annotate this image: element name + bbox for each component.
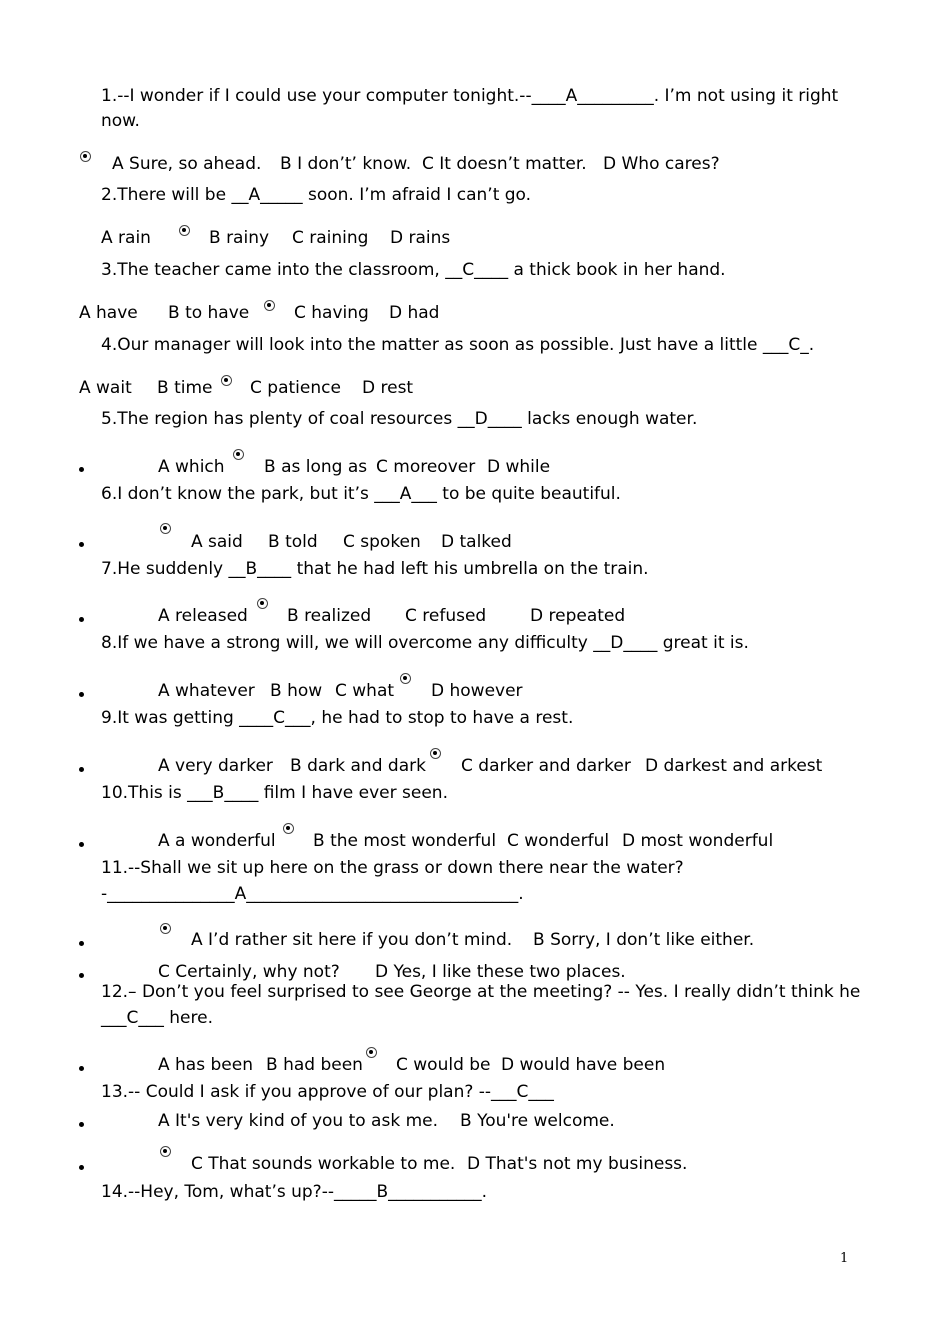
page-number: 1 xyxy=(840,1251,849,1266)
bullet xyxy=(79,767,84,772)
question-2-stem: 2.There will be __A_____ soon. I’m afraid I can’t go. xyxy=(101,185,532,205)
question-1-option-a: A Sure, so ahead. xyxy=(112,154,262,174)
question-3-stem: 3.The teacher came into the classroom, __C____ a thick book in her hand. xyxy=(101,260,726,280)
radio-selected-icon[interactable] xyxy=(221,375,232,386)
question-1-option-c: C It doesn’t matter. xyxy=(422,154,587,174)
question-9-stem: 9.It was getting ____C___, he had to stop to have a rest. xyxy=(101,708,574,728)
question-9-option-b: B dark and dark xyxy=(290,756,426,776)
bullet xyxy=(79,1066,84,1071)
question-10-option-b: B the most wonderful xyxy=(313,831,497,851)
question-2-option-a: A rain xyxy=(101,228,151,248)
question-13-option-d: D That's not my business. xyxy=(467,1154,688,1174)
question-13-option-b: B You're welcome. xyxy=(460,1111,615,1131)
question-5-option-a: A which xyxy=(158,457,225,477)
bullet xyxy=(79,692,84,697)
radio-selected-icon[interactable] xyxy=(283,823,294,834)
question-3-option-d: D had xyxy=(389,303,440,323)
question-8-option-c: C what xyxy=(335,681,395,701)
question-2-option-c: C raining xyxy=(292,228,369,248)
question-12-option-d: D would have been xyxy=(501,1055,666,1075)
question-10-option-d: D most wonderful xyxy=(622,831,774,851)
question-11-stem: 11.--Shall we sit up here on the grass or down there near the water? xyxy=(101,858,684,878)
question-5-option-c: C moreover xyxy=(376,457,476,477)
radio-selected-icon[interactable] xyxy=(179,225,190,236)
question-6-option-a: A said xyxy=(191,532,243,552)
question-11-option-b: B Sorry, I don’t like either. xyxy=(533,930,755,950)
question-3-option-a: A have xyxy=(79,303,138,323)
bullet xyxy=(79,842,84,847)
bullet xyxy=(79,973,84,978)
radio-selected-icon[interactable] xyxy=(257,598,268,609)
question-12-stem: 12.– Don’t you feel surprised to see George at the meeting? -- Yes. I really didn’t think he xyxy=(101,982,861,1002)
question-8-option-b: B how xyxy=(270,681,323,701)
question-7-option-c: C refused xyxy=(405,606,487,626)
question-7-option-a: A released xyxy=(158,606,248,626)
question-13-option-c: C That sounds workable to me. xyxy=(191,1154,456,1174)
question-4-option-c: C patience xyxy=(250,378,341,398)
radio-selected-icon[interactable] xyxy=(80,151,91,162)
question-9-option-a: A very darker xyxy=(158,756,273,776)
bullet xyxy=(79,617,84,622)
question-11-option-d: D Yes, I like these two places. xyxy=(375,962,626,982)
question-1-stem: 1.--I wonder if I could use your computer tonight.--____A_________. I’m not using it right xyxy=(101,86,839,106)
question-11-option-a: A I’d rather sit here if you don’t mind. xyxy=(191,930,513,950)
question-7-option-d: D repeated xyxy=(530,606,626,626)
question-7-stem: 7.He suddenly __B____ that he had left his umbrella on the train. xyxy=(101,559,649,579)
question-4-stem: 4.Our manager will look into the matter as soon as possible. Just have a little ___C_. xyxy=(101,335,815,355)
question-6-stem: 6.I don’t know the park, but it’s ___A___ to be quite beautiful. xyxy=(101,484,621,504)
bullet xyxy=(79,467,84,472)
radio-selected-icon[interactable] xyxy=(160,523,171,534)
question-12-option-c: C would be xyxy=(396,1055,491,1075)
question-3-option-b: B to have xyxy=(168,303,250,323)
question-11-stem-cont: -_______________A________________________________. xyxy=(101,884,524,904)
question-10-option-c: C wonderful xyxy=(507,831,610,851)
question-1-stem-cont: now. xyxy=(101,111,140,131)
radio-selected-icon[interactable] xyxy=(160,923,171,934)
question-8-stem: 8.If we have a strong will, we will overcome any difficulty __D____ great it is. xyxy=(101,633,749,653)
question-5-option-b: B as long as xyxy=(264,457,368,477)
radio-selected-icon[interactable] xyxy=(233,449,244,460)
radio-selected-icon[interactable] xyxy=(430,748,441,759)
question-9-option-c: C darker and darker xyxy=(461,756,631,776)
question-14-stem: 14.--Hey, Tom, what’s up?--_____B___________. xyxy=(101,1182,488,1202)
question-10-stem: 10.This is ___B____ film I have ever seen. xyxy=(101,783,448,803)
question-6-option-d: D talked xyxy=(441,532,512,552)
question-12-stem-cont: ___C___ here. xyxy=(101,1008,213,1028)
question-13-stem: 13.-- Could I ask if you approve of our plan? --___C___ xyxy=(101,1082,554,1102)
question-4-option-a: A wait xyxy=(79,378,132,398)
bullet xyxy=(79,542,84,547)
question-8-option-a: A whatever xyxy=(158,681,255,701)
bullet xyxy=(79,1122,84,1127)
question-2-option-d: D rains xyxy=(390,228,451,248)
question-3-option-c: C having xyxy=(294,303,369,323)
question-9-option-d: D darkest and arkest xyxy=(645,756,823,776)
question-2-option-b: B rainy xyxy=(209,228,270,248)
radio-selected-icon[interactable] xyxy=(400,673,411,684)
question-8-option-d: D however xyxy=(431,681,523,701)
question-1-option-d: D Who cares? xyxy=(603,154,720,174)
question-11-option-c: C Certainly, why not? xyxy=(158,962,340,982)
question-12-option-a: A has been xyxy=(158,1055,253,1075)
question-12-option-b: B had been xyxy=(266,1055,363,1075)
question-7-option-b: B realized xyxy=(287,606,372,626)
question-10-option-a: A a wonderful xyxy=(158,831,276,851)
bullet xyxy=(79,941,84,946)
question-6-option-c: C spoken xyxy=(343,532,421,552)
question-5-stem: 5.The region has plenty of coal resources __D____ lacks enough water. xyxy=(101,409,698,429)
question-4-option-d: D rest xyxy=(362,378,414,398)
question-6-option-b: B told xyxy=(268,532,318,552)
question-13-option-a: A It's very kind of you to ask me. xyxy=(158,1111,439,1131)
question-5-option-d: D while xyxy=(487,457,551,477)
question-1-option-b: B I don’t’ know. xyxy=(280,154,412,174)
radio-selected-icon[interactable] xyxy=(160,1146,171,1157)
question-4-option-b: B time xyxy=(157,378,213,398)
bullet xyxy=(79,1165,84,1170)
radio-selected-icon[interactable] xyxy=(264,300,275,311)
radio-selected-icon[interactable] xyxy=(366,1047,377,1058)
